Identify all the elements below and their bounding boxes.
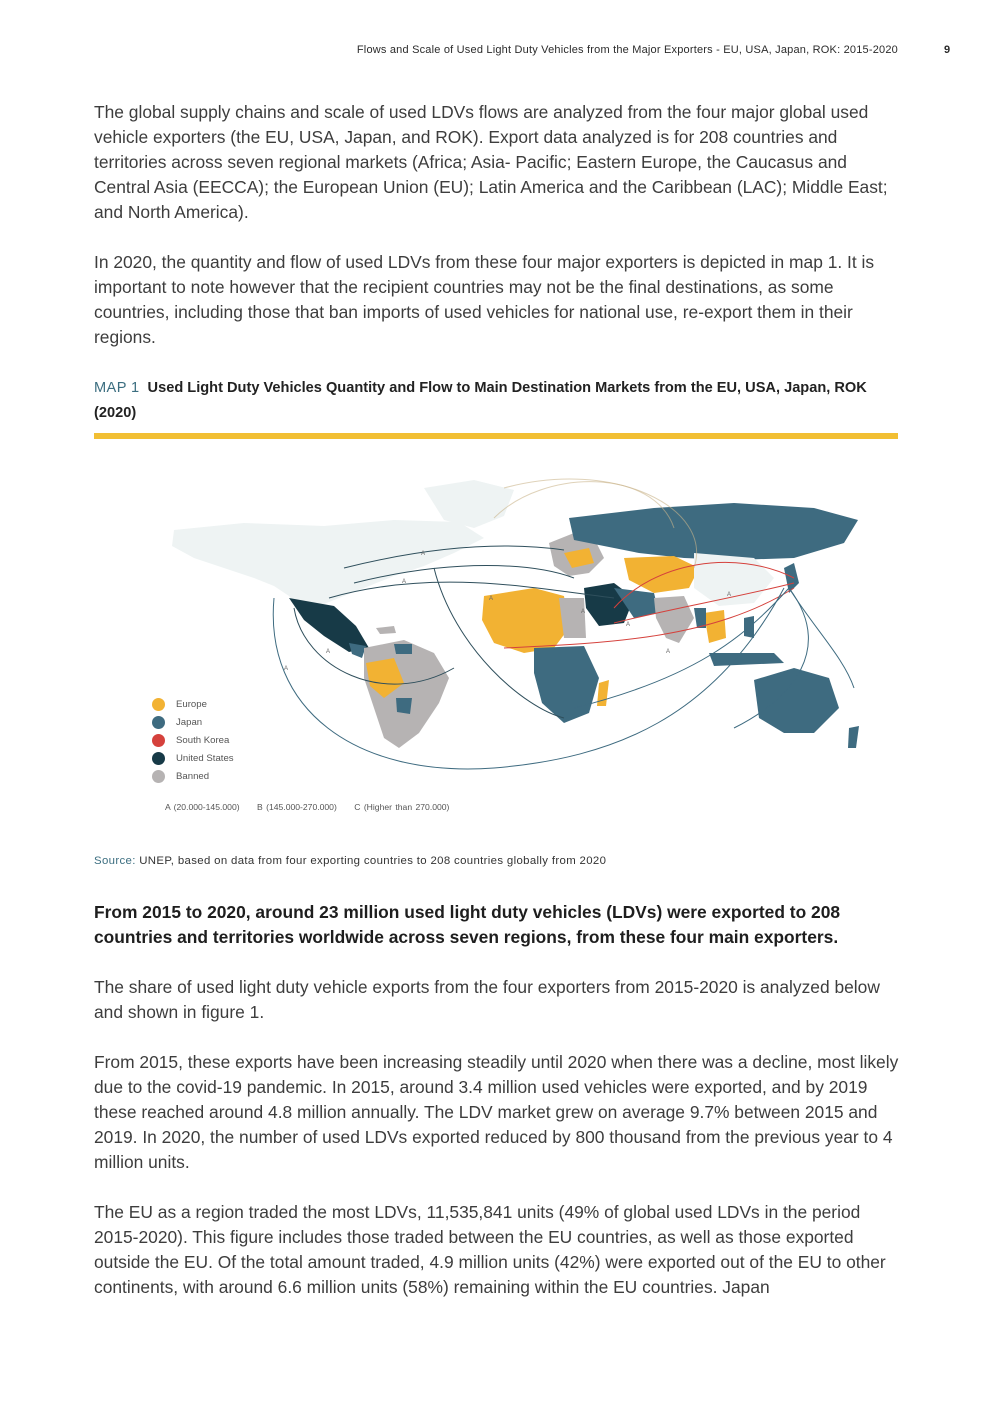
region-india	[654, 596, 694, 643]
source-label: Source:	[94, 855, 136, 867]
legend-label: Europe	[176, 698, 207, 710]
scale-label-c: C (Higher than 270.000)	[354, 802, 450, 812]
map-source	[94, 855, 606, 867]
paragraph-eu-trade: The EU as a region traded the most LDVs, 11,535,841 units (49% of global used LDVs in the period 2015-2020). This figure includes those traded between the EU countries, as well as those exported outside the EU. Of the total amount traded, 4.9 million units (42%) were exported out of the EU to other continents, with around 6.6 million units (58%) remaining within the EU countries. Japan	[94, 1202, 886, 1297]
paragraph-supply-chains: The global supply chains and scale of used LDVs flows are analyzed from the four major global used vehicle exporters (the EU, USA, Japan, and ROK). Export data analyzed is for 208 countries and territories across seven regional markets (Africa; Asia- Pacific; Eastern Europe, the Caucasus and Central Asia (EECCA); the European Union (EU); Latin America and the Caribbean (LAC); Middle East; and North America).	[94, 102, 888, 222]
legend-swatch	[152, 770, 165, 783]
legend-swatch	[152, 752, 165, 765]
legend-swatch	[152, 698, 165, 711]
legend-item-united-states	[152, 749, 234, 767]
map-number: MAP 1	[94, 380, 140, 396]
region-caribbean	[376, 626, 396, 634]
paragraph-quantity-flow: In 2020, the quantity and flow of used LDVs from these four major exporters is depicted in map 1. It is important to note however that the recipient countries may not be the final destinations, as some countries, including those that ban imports of used vehicles for national use, re-export them in their regions.	[94, 252, 875, 347]
flow-scale-marker: A	[326, 649, 331, 655]
paragraph-key-finding: From 2015 to 2020, around 23 million used light duty vehicles (LDVs) were exported to 208 countries and territories worldwide across seven regions, from these four main exporters.	[94, 902, 841, 947]
flow-scale-marker: A	[727, 592, 732, 598]
region-paraguay	[396, 698, 412, 714]
flow-scale-marker: A	[666, 649, 671, 655]
legend-swatch	[152, 734, 165, 747]
paragraph-trend: From 2015, these exports have been increasing steadily until 2020 when there was a decline, most likely due to the covid-19 pandemic. In 2015, around 3.4 million used vehicles were exported, and by 2019 these reached around 4.8 million annually. The LDV market grew on average 9.7% between 2015 and 2019. In 2020, the number of used LDVs exported reduced by 800 thousand from the previous year to 4 million units.	[94, 1052, 899, 1172]
legend-label: Japan	[176, 716, 203, 728]
scale-label-a: A (20.000-145.000)	[165, 802, 240, 812]
legend-item-europe	[152, 695, 234, 713]
legend-swatch	[152, 716, 165, 729]
region-mexico	[289, 598, 369, 652]
running-header-title: Flows and Scale of Used Light Duty Vehicles from the Major Exporters - EU, USA, Japan, ROK: 2015-2020	[356, 44, 898, 56]
region-north-africa	[482, 588, 569, 653]
map-legend	[152, 695, 234, 785]
flow-scale-marker: A	[421, 551, 426, 557]
map-title: Used Light Duty Vehicles Quantity and Flow to Main Destination Markets from the EU, USA, Japan, ROK (2020)	[94, 380, 867, 421]
region-se-asia	[704, 610, 726, 643]
scale-label-b: B (145.000-270.000)	[256, 802, 337, 812]
region-madagascar	[597, 680, 609, 706]
page-number: 9	[944, 44, 951, 56]
region-indonesia	[709, 653, 784, 666]
region-guyana	[394, 644, 412, 654]
flow-scale-marker: A	[581, 609, 586, 615]
region-japan	[784, 563, 799, 593]
region-central-africa	[534, 646, 599, 723]
source-text: UNEP, based on data from four exporting countries to 208 countries globally from 2020	[139, 855, 607, 867]
region-north-america	[172, 520, 484, 608]
region-greenland	[424, 480, 514, 528]
map-caption	[94, 376, 900, 426]
legend-label: Banned	[176, 770, 210, 782]
legend-item-banned	[152, 767, 234, 785]
flow-scale-marker: A	[402, 579, 407, 585]
caption-rule	[94, 433, 898, 439]
paragraph-share-intro: The share of used light duty vehicle exports from the four exporters from 2015-2020 is analyzed below and shown in figure 1.	[94, 977, 880, 1022]
flow-scale-marker: A	[489, 596, 494, 602]
region-south-america-banned	[364, 640, 449, 748]
flow-scale-marker: A	[284, 666, 289, 672]
flow-scale-marker: A	[626, 622, 631, 628]
region-russia	[569, 503, 858, 560]
legend-item-south-korea	[152, 731, 234, 749]
legend-label: United States	[176, 752, 234, 764]
flow-scale-note	[165, 802, 463, 812]
region-new-zealand	[848, 726, 859, 748]
region-china	[694, 553, 774, 606]
legend-label: South Korea	[176, 734, 230, 746]
legend-item-japan	[152, 713, 234, 731]
